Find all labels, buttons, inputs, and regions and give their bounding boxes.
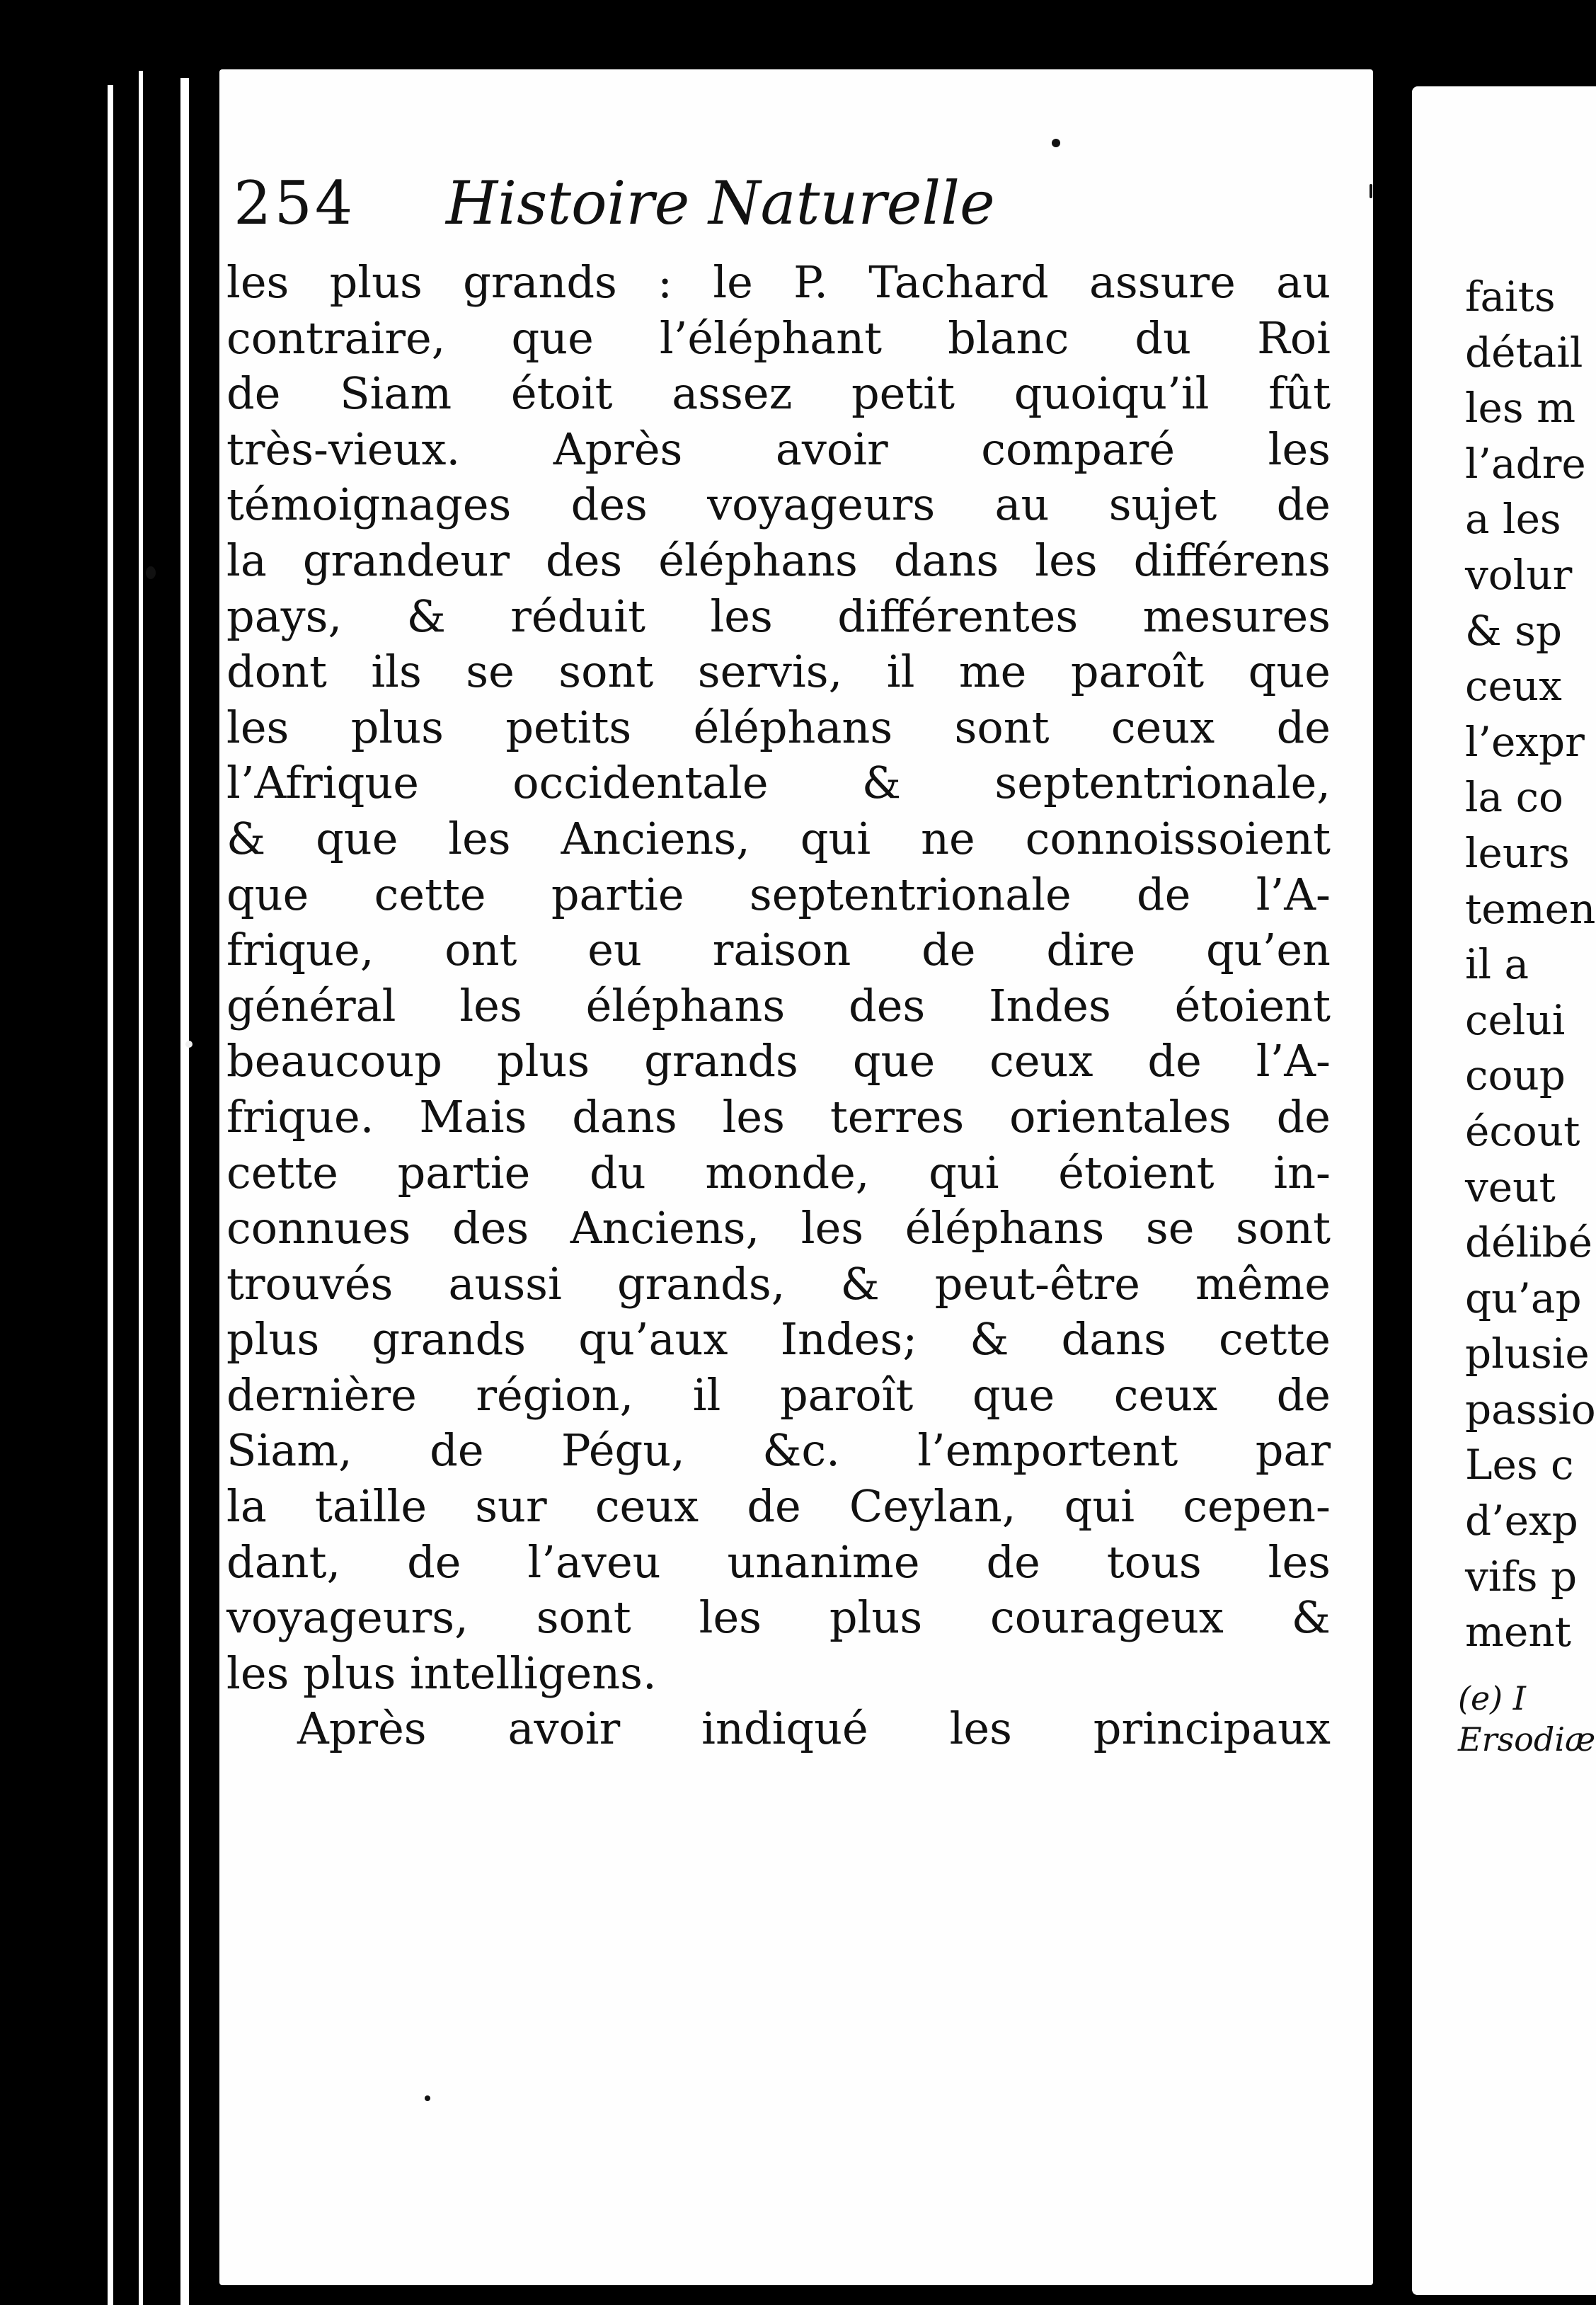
paragraph-start-line: Après avoir indiqué les principaux (297, 1703, 1331, 1755)
binding-edge (108, 85, 113, 2305)
ink-speck (1370, 184, 1372, 198)
text-line: général les éléphans des Indes étoient (226, 979, 1331, 1031)
footnote-line: Ersodiæ (1458, 1720, 1596, 1758)
body-text (226, 255, 1331, 1757)
right-page-line: passio (1465, 1385, 1596, 1434)
text-line: frique. Mais dans les terres orientales de (226, 1090, 1331, 1143)
text-line: connues des Anciens, les éléphans se sont (226, 1202, 1331, 1254)
text-line: très-vieux. Après avoir comparé les (226, 423, 1331, 475)
running-head-title: Histoire Naturelle (446, 168, 995, 238)
right-page-line: détail (1465, 328, 1583, 377)
text-line: la taille sur ceux de Ceylan, qui cepen- (226, 1480, 1331, 1533)
ink-speck (1052, 139, 1060, 147)
text-line: dernière région, il paroît que ceux de (226, 1368, 1331, 1421)
right-page-line: qu’ap (1465, 1274, 1582, 1322)
right-page-line: délibé (1465, 1218, 1593, 1267)
text-line: cette partie du monde, qui étoient in- (226, 1146, 1331, 1199)
right-page-line: coup (1465, 1051, 1566, 1100)
ink-speck (146, 566, 156, 579)
right-page-line: Les c (1465, 1441, 1574, 1489)
binding-edge (139, 71, 143, 2305)
text-line: les plus grands : le P. Tachard assure au (226, 256, 1331, 308)
running-head (234, 168, 1154, 253)
text-line: dant, de l’aveu unanime de tous les (226, 1535, 1331, 1588)
text-line: dont ils se sont servis, il me paroît que (226, 646, 1331, 698)
text-line: trouvés aussi grands, & peut-être même (226, 1257, 1331, 1310)
text-line: pays, & réduit les différentes mesures (226, 590, 1331, 642)
text-line: beaucoup plus grands que ceux de l’A- (226, 1035, 1331, 1087)
right-page-line: plusie (1465, 1329, 1590, 1378)
right-page-line: temen (1465, 884, 1596, 933)
page-number: 254 (234, 168, 356, 238)
right-page-text (1465, 269, 1596, 1660)
text-line: frique, ont eu raison de dire qu’en (226, 924, 1331, 976)
right-page-line: veut (1465, 1162, 1556, 1211)
right-page-line: écout (1465, 1106, 1580, 1155)
text-line: l’Afrique occidentale & septentrionale, (226, 757, 1331, 809)
right-page-line: a les (1465, 495, 1561, 544)
right-page-line: d’exp (1465, 1497, 1578, 1545)
text-line: les plus petits éléphans sont ceux de (226, 701, 1331, 753)
right-page-line: leurs (1465, 828, 1570, 877)
right-page-line: vifs p (1465, 1552, 1578, 1601)
ink-speck (185, 1041, 193, 1048)
right-page-footnote (1458, 1678, 1596, 1760)
right-page-line: ceux (1465, 662, 1562, 711)
text-line: Siam, de Pégu, &c. l’emportent par (226, 1424, 1331, 1477)
text-line: la grandeur des éléphans dans les différens (226, 534, 1331, 586)
ink-speck (425, 2095, 430, 2101)
text-line: contraire, que l’éléphant blanc du Roi (226, 311, 1331, 364)
text-line: de Siam étoit assez petit quoiqu’il fût (226, 367, 1331, 420)
text-line: voyageurs, sont les plus courageux & (226, 1591, 1331, 1644)
text-line: & que les Anciens, qui ne connoissoient (226, 812, 1331, 864)
text-line: les plus intelligens. (226, 1647, 657, 1699)
right-page-line: & sp (1465, 606, 1562, 655)
right-page-line: ment (1465, 1608, 1571, 1657)
right-page-line: volur (1465, 550, 1573, 599)
right-page-line: la co (1465, 773, 1563, 822)
right-page-line: les m (1465, 384, 1576, 433)
right-page-line: celui (1465, 995, 1566, 1044)
binding-edge (180, 78, 189, 2305)
right-page-line: faits (1465, 273, 1556, 321)
right-page-line: l’expr (1465, 717, 1585, 766)
text-line: témoignages des voyageurs au sujet de (226, 479, 1331, 531)
text-line: que cette partie septentrionale de l’A- (226, 868, 1331, 920)
footnote-line: (e) I (1458, 1679, 1526, 1717)
right-page-line: l’adre (1465, 439, 1586, 488)
text-line: plus grands qu’aux Indes; & dans cette (226, 1313, 1331, 1366)
right-page-line: il a (1465, 940, 1529, 989)
